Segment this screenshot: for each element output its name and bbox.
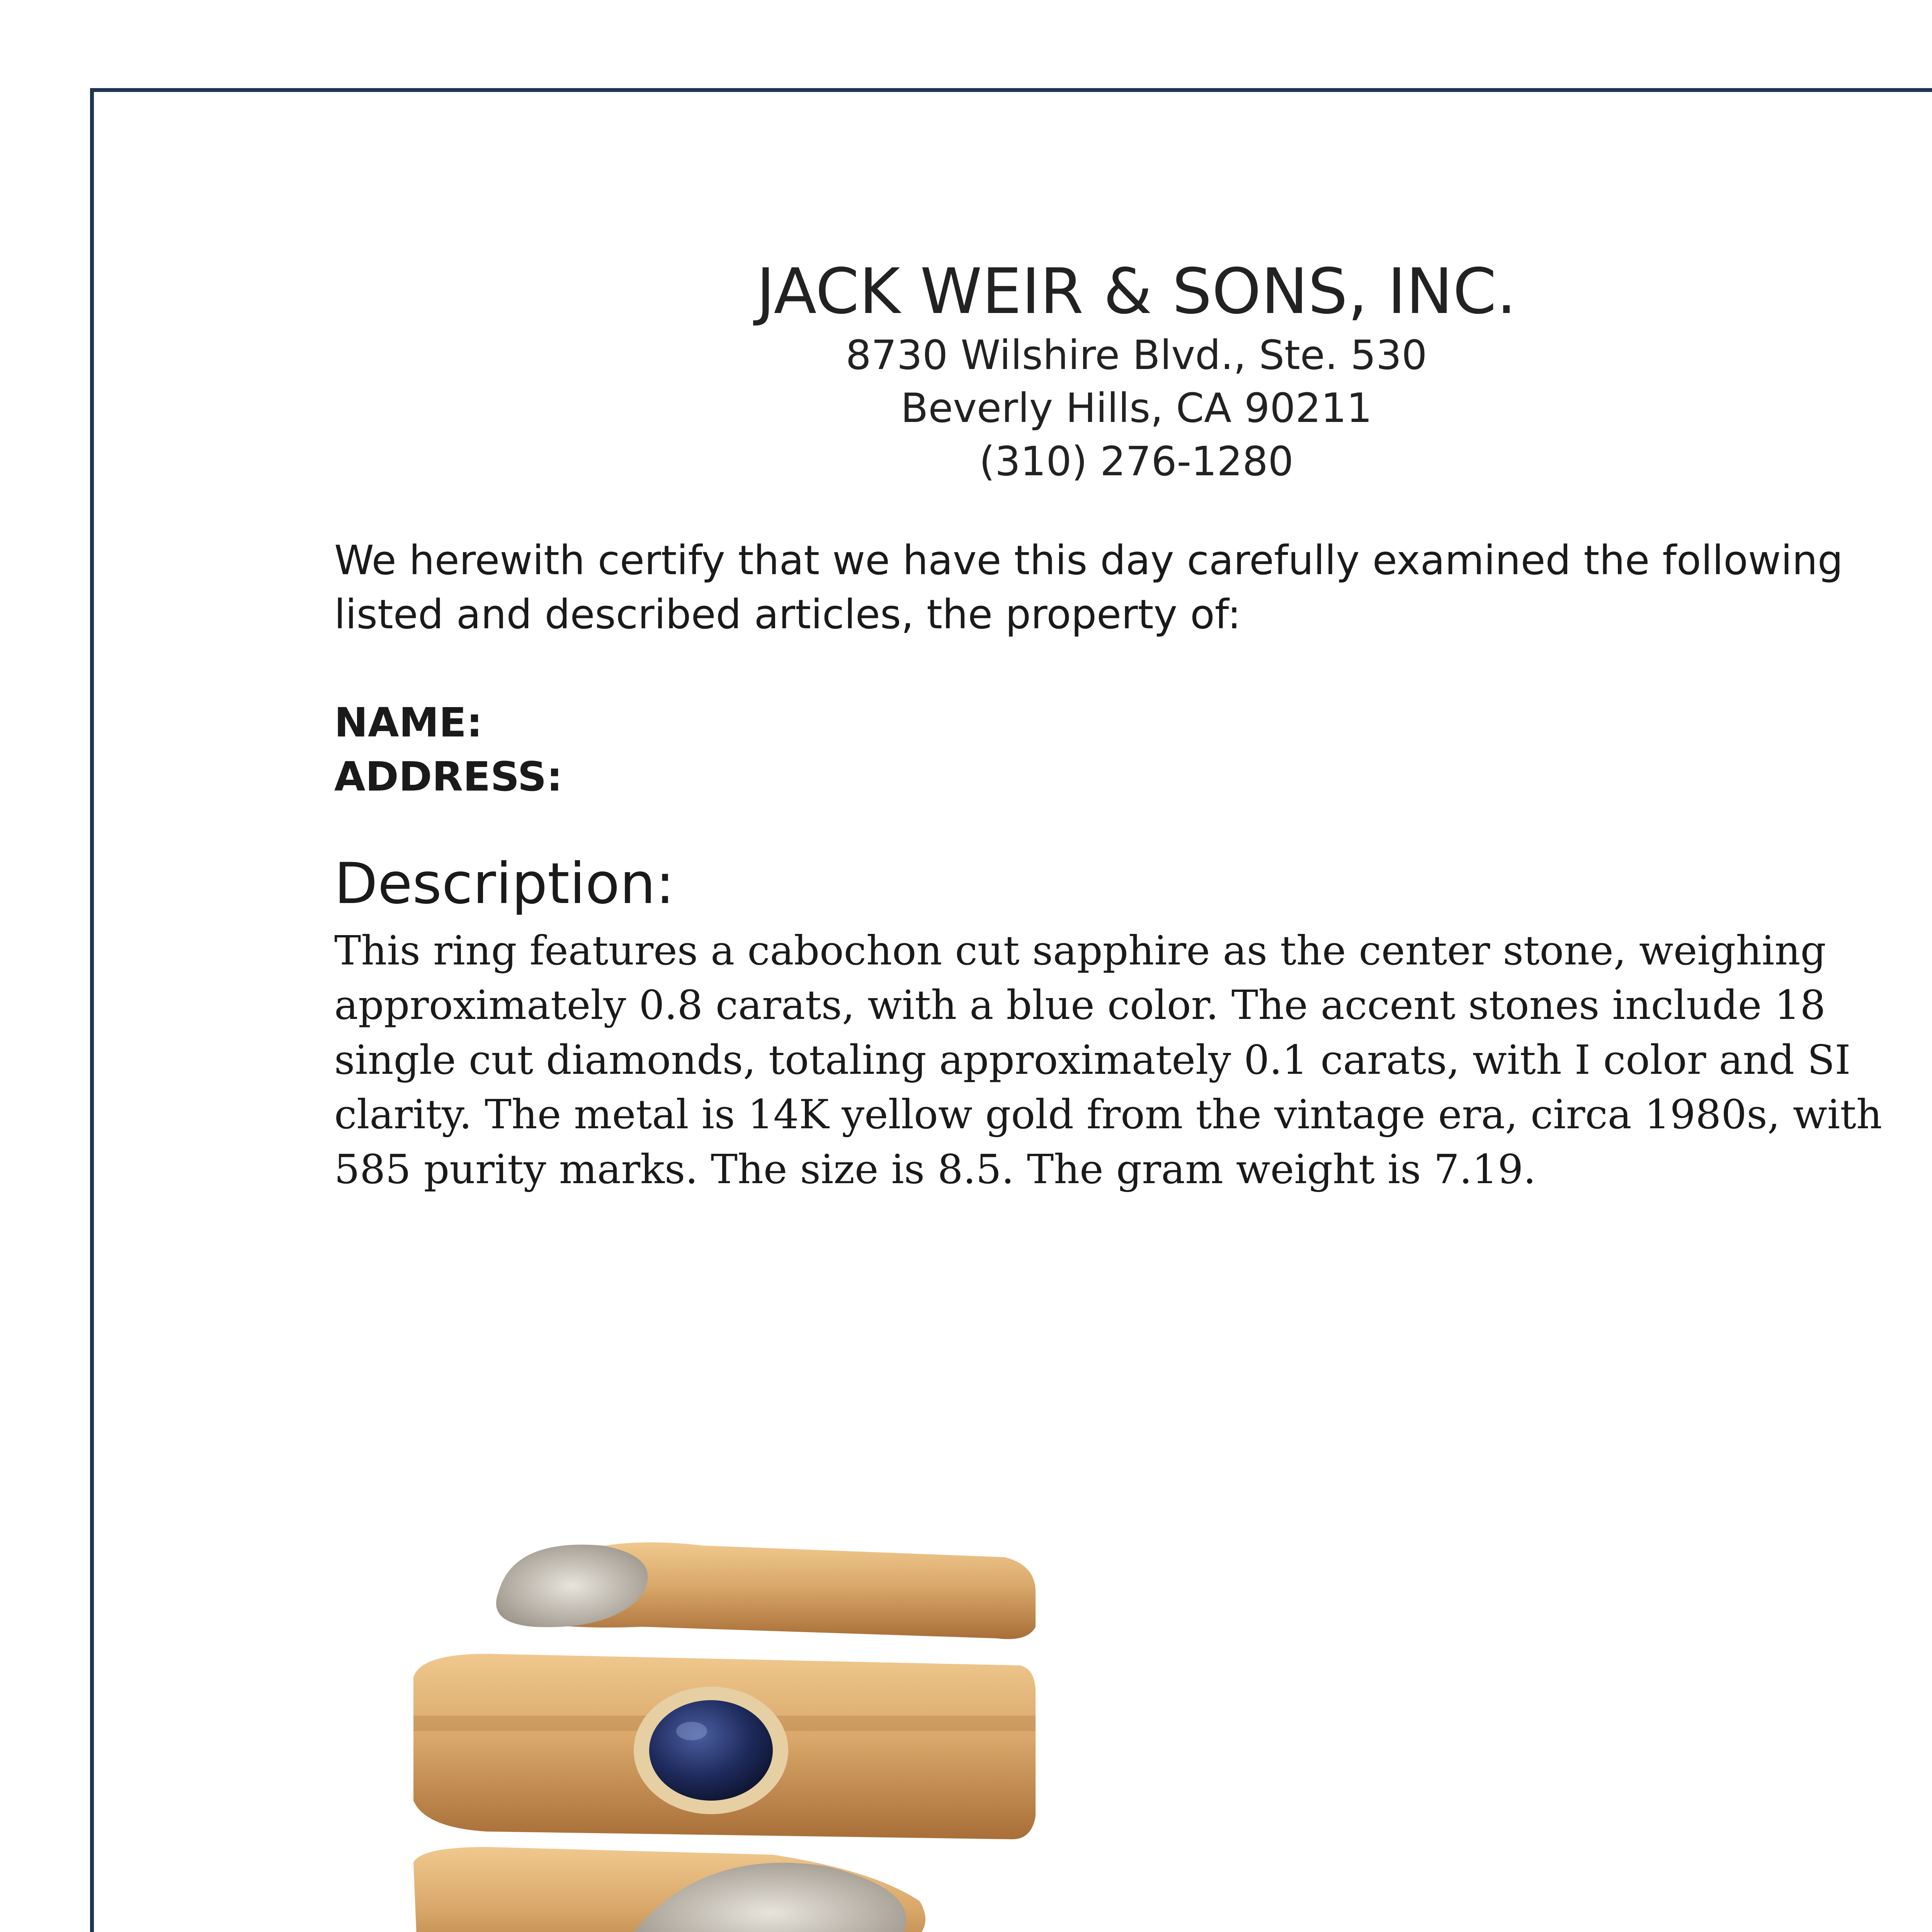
address-label: ADDRESS: [334,753,563,801]
certification-statement: We herewith certify that we have this day carefully examined the following listed and described articles, the property of: [334,537,1843,638]
owner-fields [334,696,1932,804]
description-heading: Description: [334,851,675,917]
company-address-line1: 8730 Wilshire Blvd., Ste. 530 [845,332,1427,379]
name-label: NAME: [334,699,483,746]
company-name: JACK WEIR & SONS, INC. [756,255,1517,328]
letterhead [0,255,1932,488]
description-text: This ring features a cabochon cut sapphire as the center stone, weighing approximately 0.8 carats, with a blue color. The accent stones include 18 single cut diamonds, totaling approximately 0.1 carats, with I color and SI clarity. The metal is 14K yellow gold from the vintage era, circa 1980s, with 585 purity marks. The size is 8.5. The gram weight is 7.19. [334,927,1882,1193]
company-address-line2: Beverly Hills, CA 90211 [901,384,1372,432]
company-phone: (310) 276-1280 [979,437,1294,485]
ring-photo [371,1499,1066,1932]
